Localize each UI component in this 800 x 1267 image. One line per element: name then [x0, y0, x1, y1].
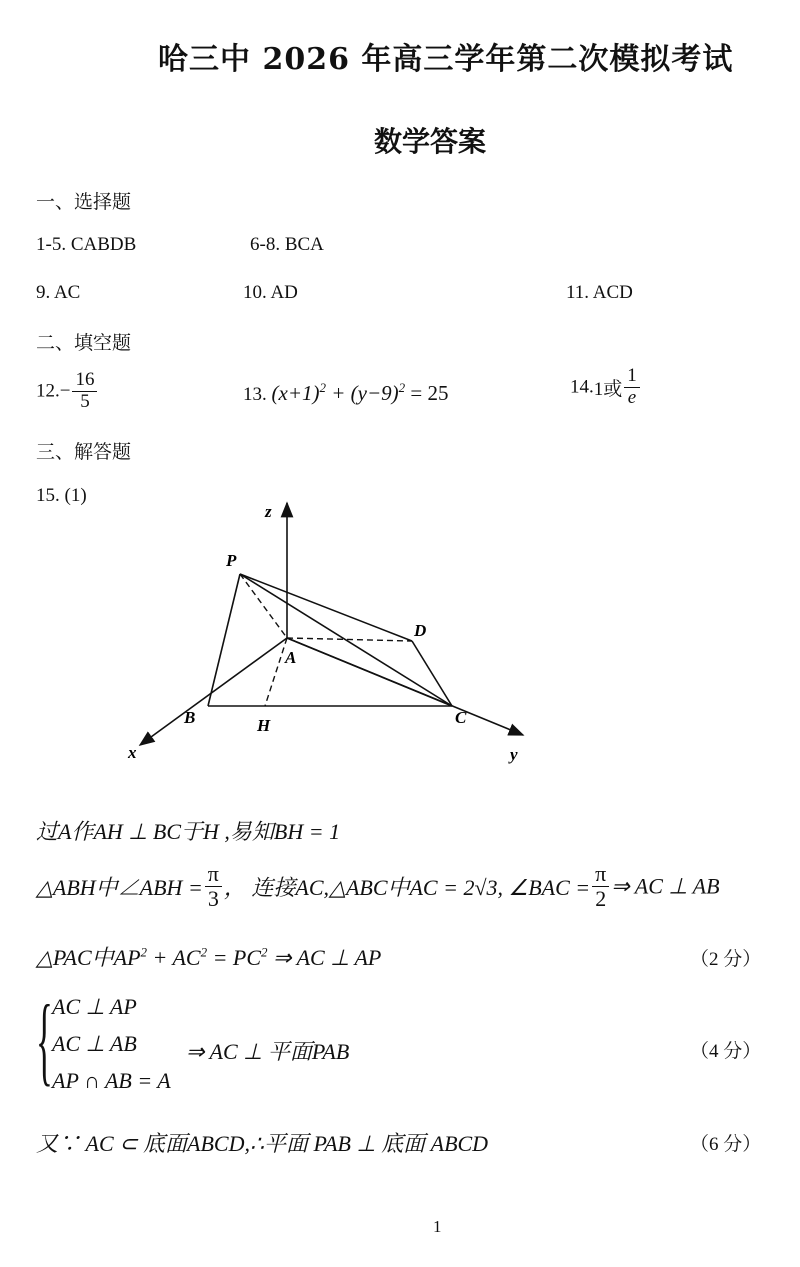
- label-H: H: [257, 716, 271, 735]
- section-heading-solution: 三、解答题: [36, 441, 132, 463]
- frac-pi-3-numerator: π: [205, 862, 222, 887]
- frac-pi-3-denominator: 3: [207, 886, 219, 912]
- answer-13: [243, 380, 448, 406]
- answer-1-5: 1-5. CABDB: [36, 234, 137, 255]
- solution-line-3-exp-c: 2: [261, 944, 268, 960]
- answer-12-numerator: 16: [72, 370, 97, 392]
- geometry-figure: [120, 495, 540, 775]
- answer-13-part-b: + (y−9): [325, 381, 399, 405]
- answer-13-label: 13.: [243, 384, 267, 405]
- solution-line-3-part-d: ⇒ AC ⊥ AP: [267, 945, 382, 970]
- answer-10: 10. AD: [243, 282, 298, 303]
- section-heading-choice: 一、选择题: [36, 191, 132, 213]
- edge-PD: [240, 574, 412, 641]
- frac-pi-2-denominator: 2: [595, 886, 607, 912]
- solution-line-3-part-a: △PAC中AP: [36, 945, 141, 970]
- label-A: A: [285, 648, 297, 667]
- solution-line-3-exp-a: 2: [140, 944, 148, 960]
- label-C: C: [455, 708, 467, 727]
- answer-12: [36, 370, 99, 413]
- score-2: （2 分）: [690, 949, 762, 970]
- system-condition-1: AC ⊥ AP: [52, 994, 137, 1019]
- label-z: z: [265, 502, 272, 521]
- solution-line-3-part-b: + AC: [147, 945, 201, 970]
- answer-14-denominator: e: [627, 386, 637, 408]
- answer-6-8: 6-8. BCA: [250, 234, 324, 255]
- solution-line-3: [36, 941, 381, 972]
- edge-AD-dashed: [287, 638, 412, 641]
- label-P: P: [226, 551, 237, 570]
- system-condition-2: AC ⊥ AB: [52, 1031, 137, 1056]
- answer-14-prefix: 1或: [593, 378, 623, 400]
- edge-AH-dashed: [265, 638, 287, 706]
- answer-14: [570, 366, 642, 409]
- edge-AC: [287, 638, 452, 706]
- label-y: y: [510, 745, 518, 764]
- solution-line-2-part-c: ⇒ AC ⊥ AB: [611, 873, 720, 899]
- answer-13-exp-b: 2: [398, 380, 406, 395]
- frac-pi-2-numerator: π: [592, 862, 609, 887]
- solution-line-2: [36, 862, 720, 911]
- answer-13-rhs: = 25: [405, 381, 449, 405]
- answer-9: 9. AC: [36, 282, 81, 303]
- score-6: （6 分）: [690, 1134, 762, 1155]
- answer-11: 11. ACD: [566, 282, 633, 303]
- label-B: B: [184, 708, 196, 727]
- page-title: 哈三中 2026 年高三学年第二次模拟考试: [158, 42, 734, 77]
- page-number: 1: [433, 1217, 442, 1236]
- answer-13-part-a: (x+1): [271, 381, 320, 405]
- page-subtitle: 数学答案: [374, 125, 487, 158]
- score-4: （4 分）: [690, 1041, 762, 1062]
- system-brace: {: [36, 984, 53, 1095]
- answer-12-denominator: 5: [80, 390, 90, 412]
- answer-12-sign: −: [59, 380, 71, 402]
- solution-line-2-part-b: ， 连接AC,△ABC中AC = 2√3, ∠BAC =: [223, 875, 591, 901]
- system-result: ⇒ AC ⊥ 平面PAB: [186, 1039, 350, 1064]
- solution-line-1: 过A作AH ⊥ BC于H ,易知BH = 1: [36, 819, 341, 844]
- edge-PB: [208, 574, 240, 706]
- answer-14-label: 14.: [570, 376, 594, 398]
- question-15-label: 15. (1): [36, 485, 87, 506]
- answer-12-label: 12.: [36, 380, 60, 402]
- section-heading-fill: 二、填空题: [36, 332, 132, 354]
- label-D: D: [414, 621, 427, 640]
- solution-line-3-part-c: = PC: [207, 945, 262, 970]
- answer-14-numerator: 1: [624, 366, 640, 388]
- label-x: x: [128, 743, 137, 762]
- edge-CD: [412, 641, 452, 706]
- solution-line-3-exp-b: 2: [200, 944, 208, 960]
- solution-line-4: 又∵ AC ⊂ 底面ABCD,∴平面 PAB ⊥ 底面 ABCD: [36, 1131, 489, 1156]
- answer-13-exp-a: 2: [319, 380, 326, 395]
- system-condition-3: AP ∩ AB = A: [52, 1068, 171, 1093]
- solution-line-2-part-a: △ABH中∠ABH =: [36, 875, 203, 901]
